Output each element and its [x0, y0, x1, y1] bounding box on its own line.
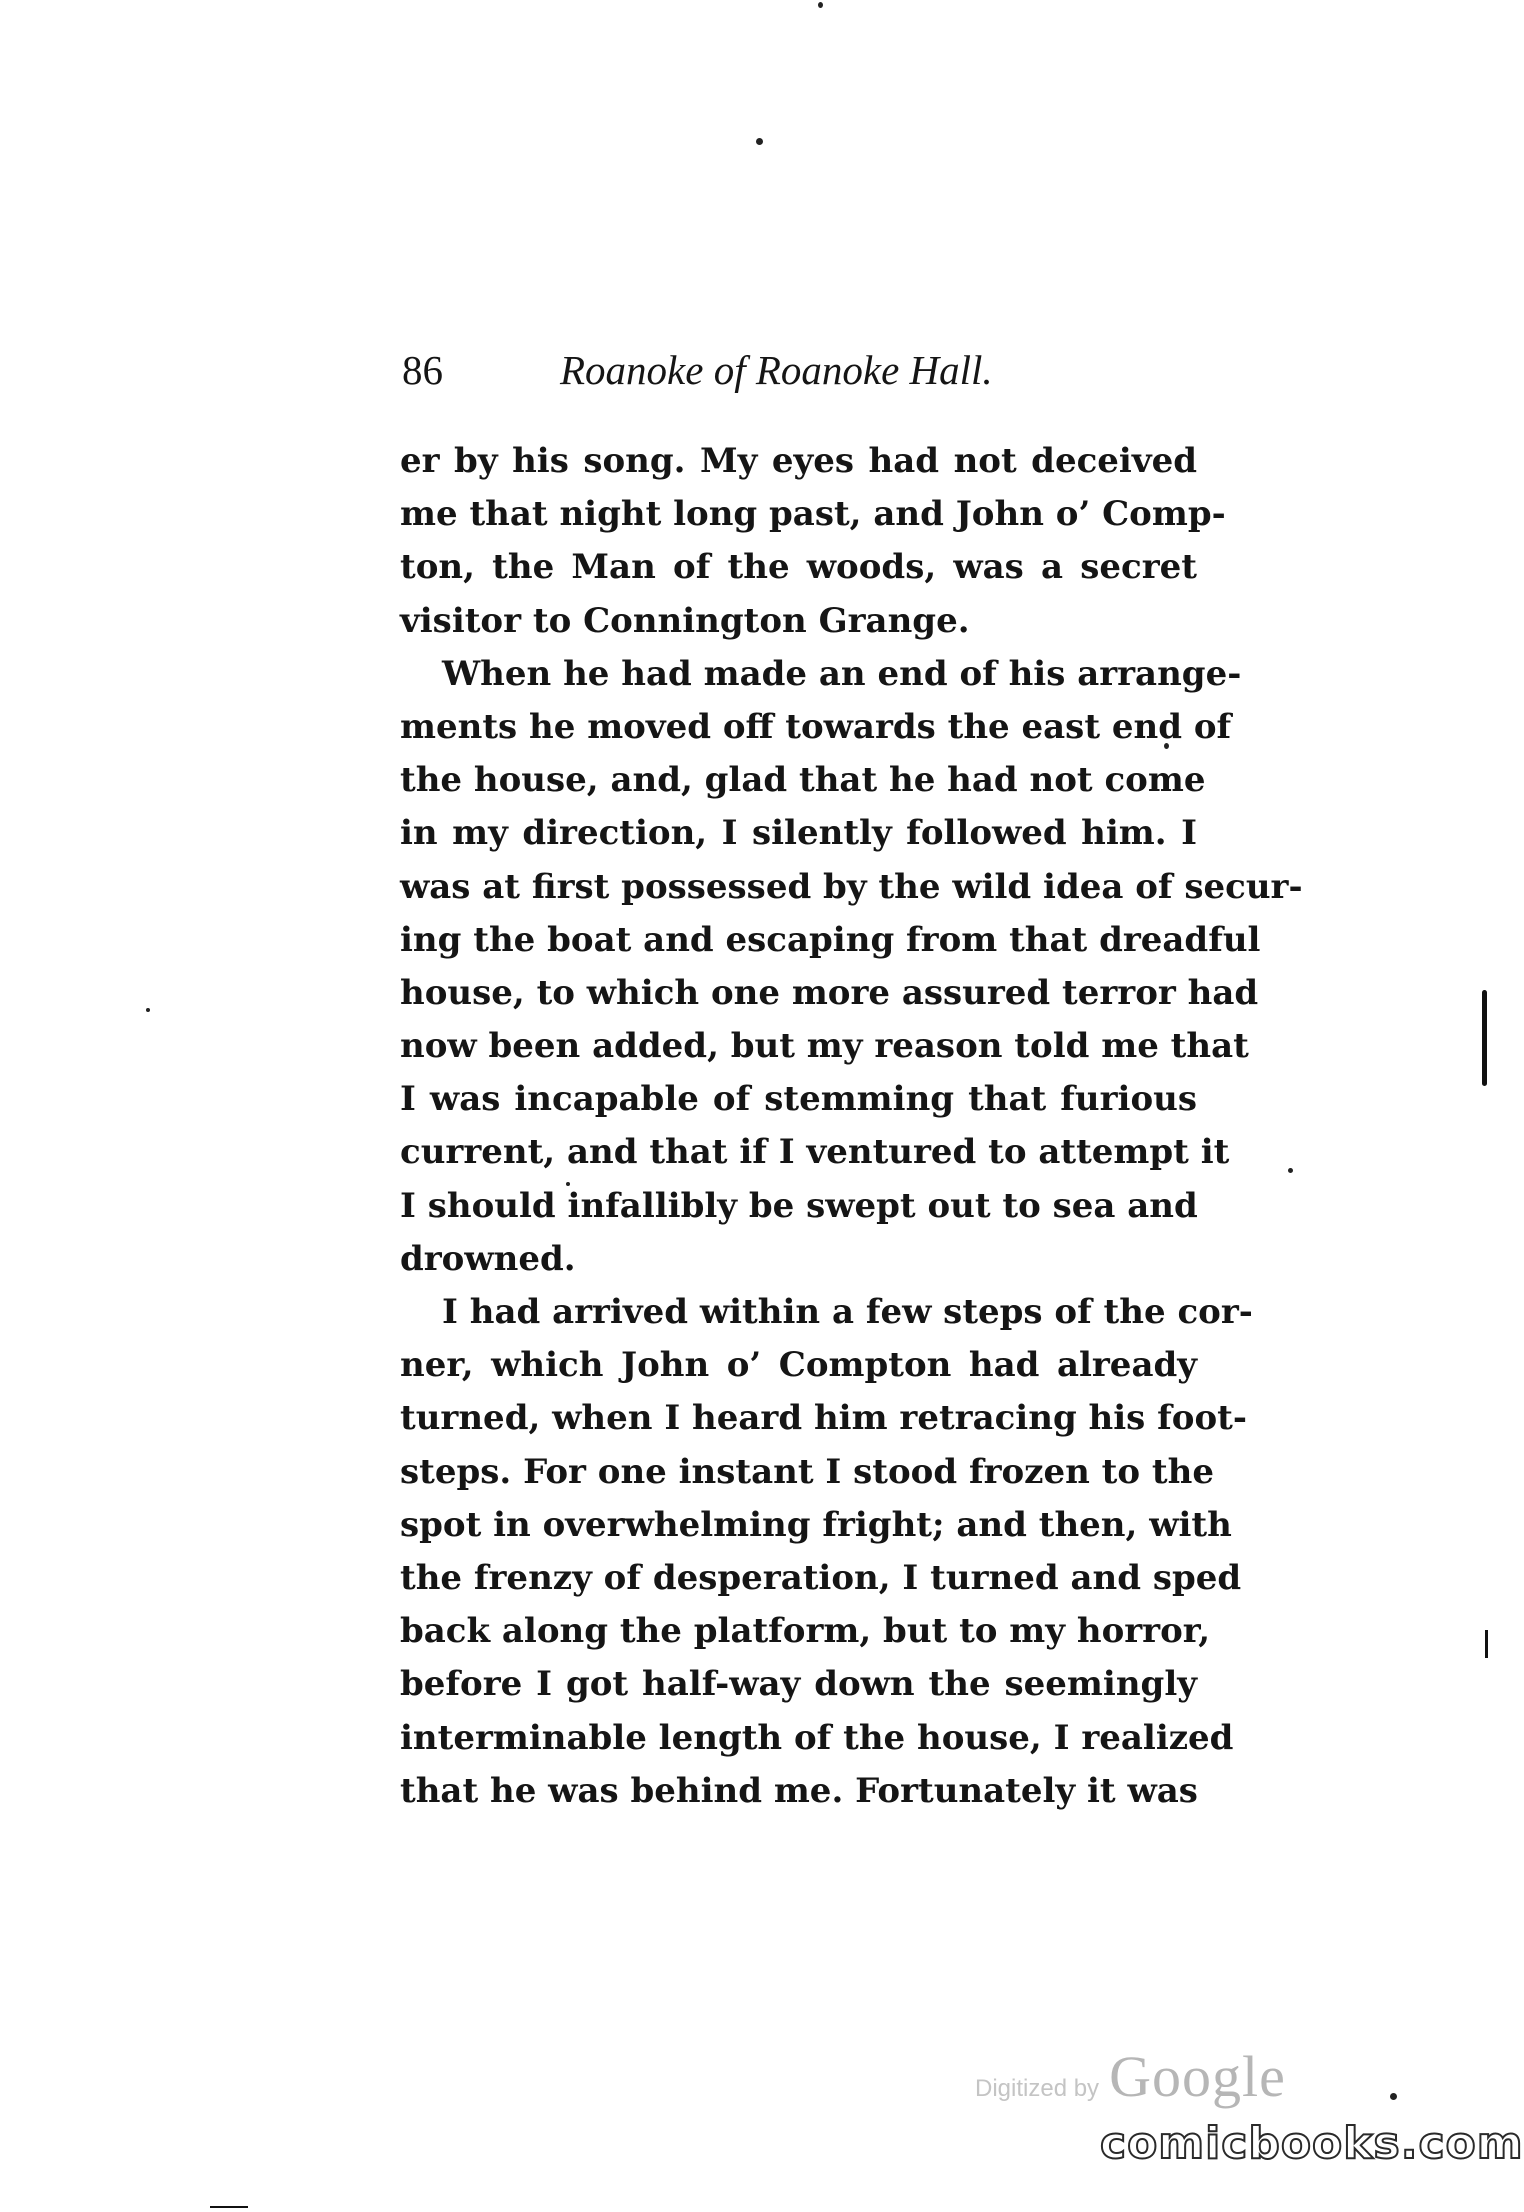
- scan-speck: [756, 138, 763, 145]
- text-line: I was incapable of stemming that furious: [400, 1079, 1197, 1120]
- text-line: in my direction, I silently followed him. I: [400, 813, 1197, 854]
- text-line: ner, which John o’ Compton had already: [400, 1345, 1197, 1386]
- google-logo: Google: [1109, 2044, 1286, 2109]
- text-line: house, to which one more assured terror had: [400, 972, 1259, 1013]
- scan-edge-mark: [1482, 990, 1487, 1086]
- text-line: that he was behind me. Fortunately it was: [400, 1770, 1198, 1811]
- scan-edge-mark: [1485, 1630, 1488, 1658]
- scan-speck: [1288, 1168, 1293, 1173]
- text-line: spot in overwhelming fright; and then, with: [400, 1504, 1232, 1545]
- text-line: I had arrived within a few steps of the cor-: [442, 1292, 1253, 1332]
- text-line: I should infallibly be swept out to sea and: [400, 1185, 1198, 1226]
- text-line: er by his song. My eyes had not deceived: [400, 441, 1197, 481]
- body-text: [400, 435, 1303, 1818]
- page-header: [402, 340, 1202, 400]
- text-line: When he had made an end of his arrange-: [442, 653, 1242, 694]
- text-line: ments he moved off towards the east end of: [400, 706, 1232, 747]
- scan-speck: [146, 1008, 150, 1012]
- digitized-by-label: Digitized by: [975, 2075, 1100, 2102]
- text-line: visitor to Connington Grange.: [400, 600, 970, 641]
- text-line: drowned.: [400, 1238, 576, 1279]
- text-line: interminable length of the house, I realized: [400, 1717, 1234, 1758]
- text-line: turned, when I heard him retracing his foot-: [400, 1398, 1247, 1439]
- scan-speck: [818, 2, 823, 8]
- text-line: was at first possessed by the wild idea of secur-: [400, 866, 1303, 907]
- running-title: Roanoke of Roanoke Hall.: [560, 347, 993, 393]
- google-digitized-watermark: [975, 2043, 1295, 2113]
- text-line: current, and that if I ventured to attempt it: [400, 1132, 1230, 1173]
- text-line: the house, and, glad that he had not come: [400, 760, 1206, 801]
- site-watermark: comicbooks.com: [1100, 2118, 1524, 2169]
- text-line: steps. For one instant I stood frozen to the: [400, 1451, 1214, 1492]
- scan-speck: [1390, 2093, 1397, 2100]
- text-line: the frenzy of desperation, I turned and sped: [400, 1557, 1242, 1598]
- text-line: ing the boat and escaping from that dreadful: [400, 919, 1261, 960]
- scan-edge-mark: [210, 2206, 248, 2208]
- text-line: now been added, but my reason told me that: [400, 1026, 1249, 1067]
- page-number: 86: [402, 347, 443, 393]
- text-line: before I got half-way down the seemingly: [400, 1664, 1197, 1705]
- text-line: ton, the Man of the woods, was a secret: [400, 547, 1197, 588]
- text-line: me that night long past, and John o’ Comp-: [400, 494, 1226, 535]
- text-line: back along the platform, but to my horror,: [400, 1611, 1211, 1652]
